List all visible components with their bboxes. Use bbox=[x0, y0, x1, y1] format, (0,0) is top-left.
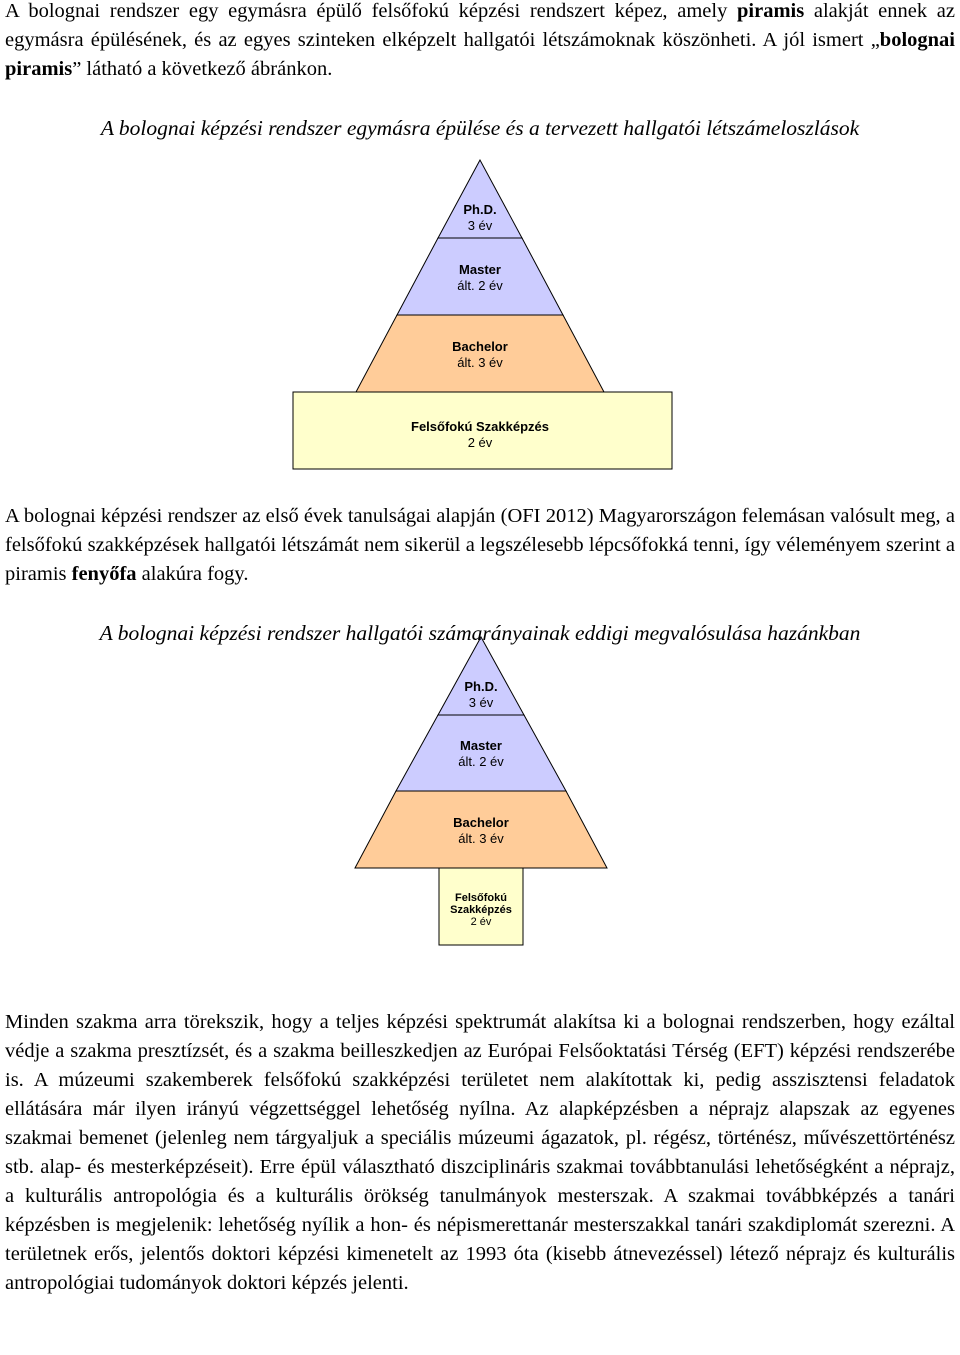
closing-paragraph: Minden szakma arra törekszik, hogy a teljes képzési spektrumát alakítsa ki a bolognai rendszerben, hogy ezáltal védje a szakma presztízsét, és a szakma beilleszkedjen az Európai Felsőoktatási Térség (EFT) képzési rendszerébe is. A múzeumi szakemberek felsőfokú szakképzési területet nem alakítottak ki, pedig asszisztensi feladatok ellátására már ilyen irányú végzettséggel lehetőség nyílna. Az alapképzésben a néprajz alapszak az egyenes szakmai bemenet (jelenleg nem tárgyaljuk a speciális múzeumi ágazatok, pl. régész, történész, művészettörténész stb. alap- és mesterképzéseit). Erre épül választható diszciplináris szakmai továbbtanulási lehetőségként a néprajz, a kulturális antropológia és a kulturális örökség tanulmányok mesterszak. A szakmai továbbképzés a tanári képzésben is megjelenik: lehetőség nyílik a hon- és népismerettanár mesterszakkal tanári szakdiplomát szerezni. A területnek erős, jelentős doktori képzési kimenetelt az 1993 óta (kisebb átnevezéssel) létező néprajz és kulturális antropológiai tudományok doktori képzés jelenti. bbox=[5, 1011, 955, 1294]
fig2-phd-title: Ph.D. bbox=[464, 679, 498, 694]
fig2-felsofoku-title-line2: Szakképzés bbox=[450, 904, 512, 916]
intro-text-2: alakját ennek az egymásra épülésének, és az egyes szinteken elképzelt hallgatói létszámoknak köszönheti. A jól ismert „ bbox=[5, 0, 956, 51]
fig1-felsofoku-duration: 2 év bbox=[467, 435, 493, 450]
fig2-master-duration: ált. 2 év bbox=[458, 754, 504, 769]
fig2-bachelor-duration: ált. 3 év bbox=[458, 831, 504, 846]
intro-bold-piramis: piramis bbox=[737, 0, 805, 22]
figure1-caption: A bolognai képzési rendszer egymásra épülése és a tervezett hallgatói létszámeloszlások bbox=[100, 116, 860, 140]
fig1-bachelor-title: Bachelor bbox=[452, 339, 508, 354]
fig2-felsofoku-duration: 2 év bbox=[470, 916, 492, 928]
middle-text-2: alakúra fogy. bbox=[136, 563, 249, 585]
intro-bold-bolognai-piramis: bolognai piramis bbox=[5, 29, 955, 80]
middle-bold-fenyofa: fenyőfa bbox=[71, 563, 137, 585]
fig1-master-duration: ált. 2 év bbox=[457, 278, 503, 293]
middle-text-1: A bolognai képzési rendszer az első évek tanulságai alapján (OFI 2012) Magyarországon felemásan valósult meg, a felsőfokú szakképzések hallgatói létszámát nem sikerül a legszélesebb lépcsőfokká tenni, így véleményem szerint a piramis bbox=[5, 505, 955, 585]
fig1-phd-duration: 3 év bbox=[467, 218, 493, 233]
fig1-felsofoku-title: Felsőfokú Szakképzés bbox=[411, 419, 549, 434]
fig2-bachelor-title: Bachelor bbox=[453, 815, 509, 830]
figure2-caption: A bolognai képzési rendszer hallgatói számarányainak eddigi megvalósulása hazánkban bbox=[99, 621, 861, 645]
fig2-felsofoku-title-line1: Felsőfokú bbox=[455, 892, 507, 904]
fig1-master-title: Master bbox=[459, 262, 501, 277]
intro-text-1: A bolognai rendszer egy egymásra épülő felsőfokú képzési rendszert képez, amely bbox=[5, 0, 737, 22]
middle-paragraph bbox=[5, 502, 955, 589]
fig1-phd-title: Ph.D. bbox=[463, 202, 497, 217]
fig2-phd-duration: 3 év bbox=[468, 695, 494, 710]
fig2-master-title: Master bbox=[460, 738, 502, 753]
fig1-bachelor-duration: ált. 3 év bbox=[457, 355, 503, 370]
fig2-level-master bbox=[396, 715, 566, 791]
intro-text-3: ” látható a következő ábránkon. bbox=[72, 58, 333, 80]
